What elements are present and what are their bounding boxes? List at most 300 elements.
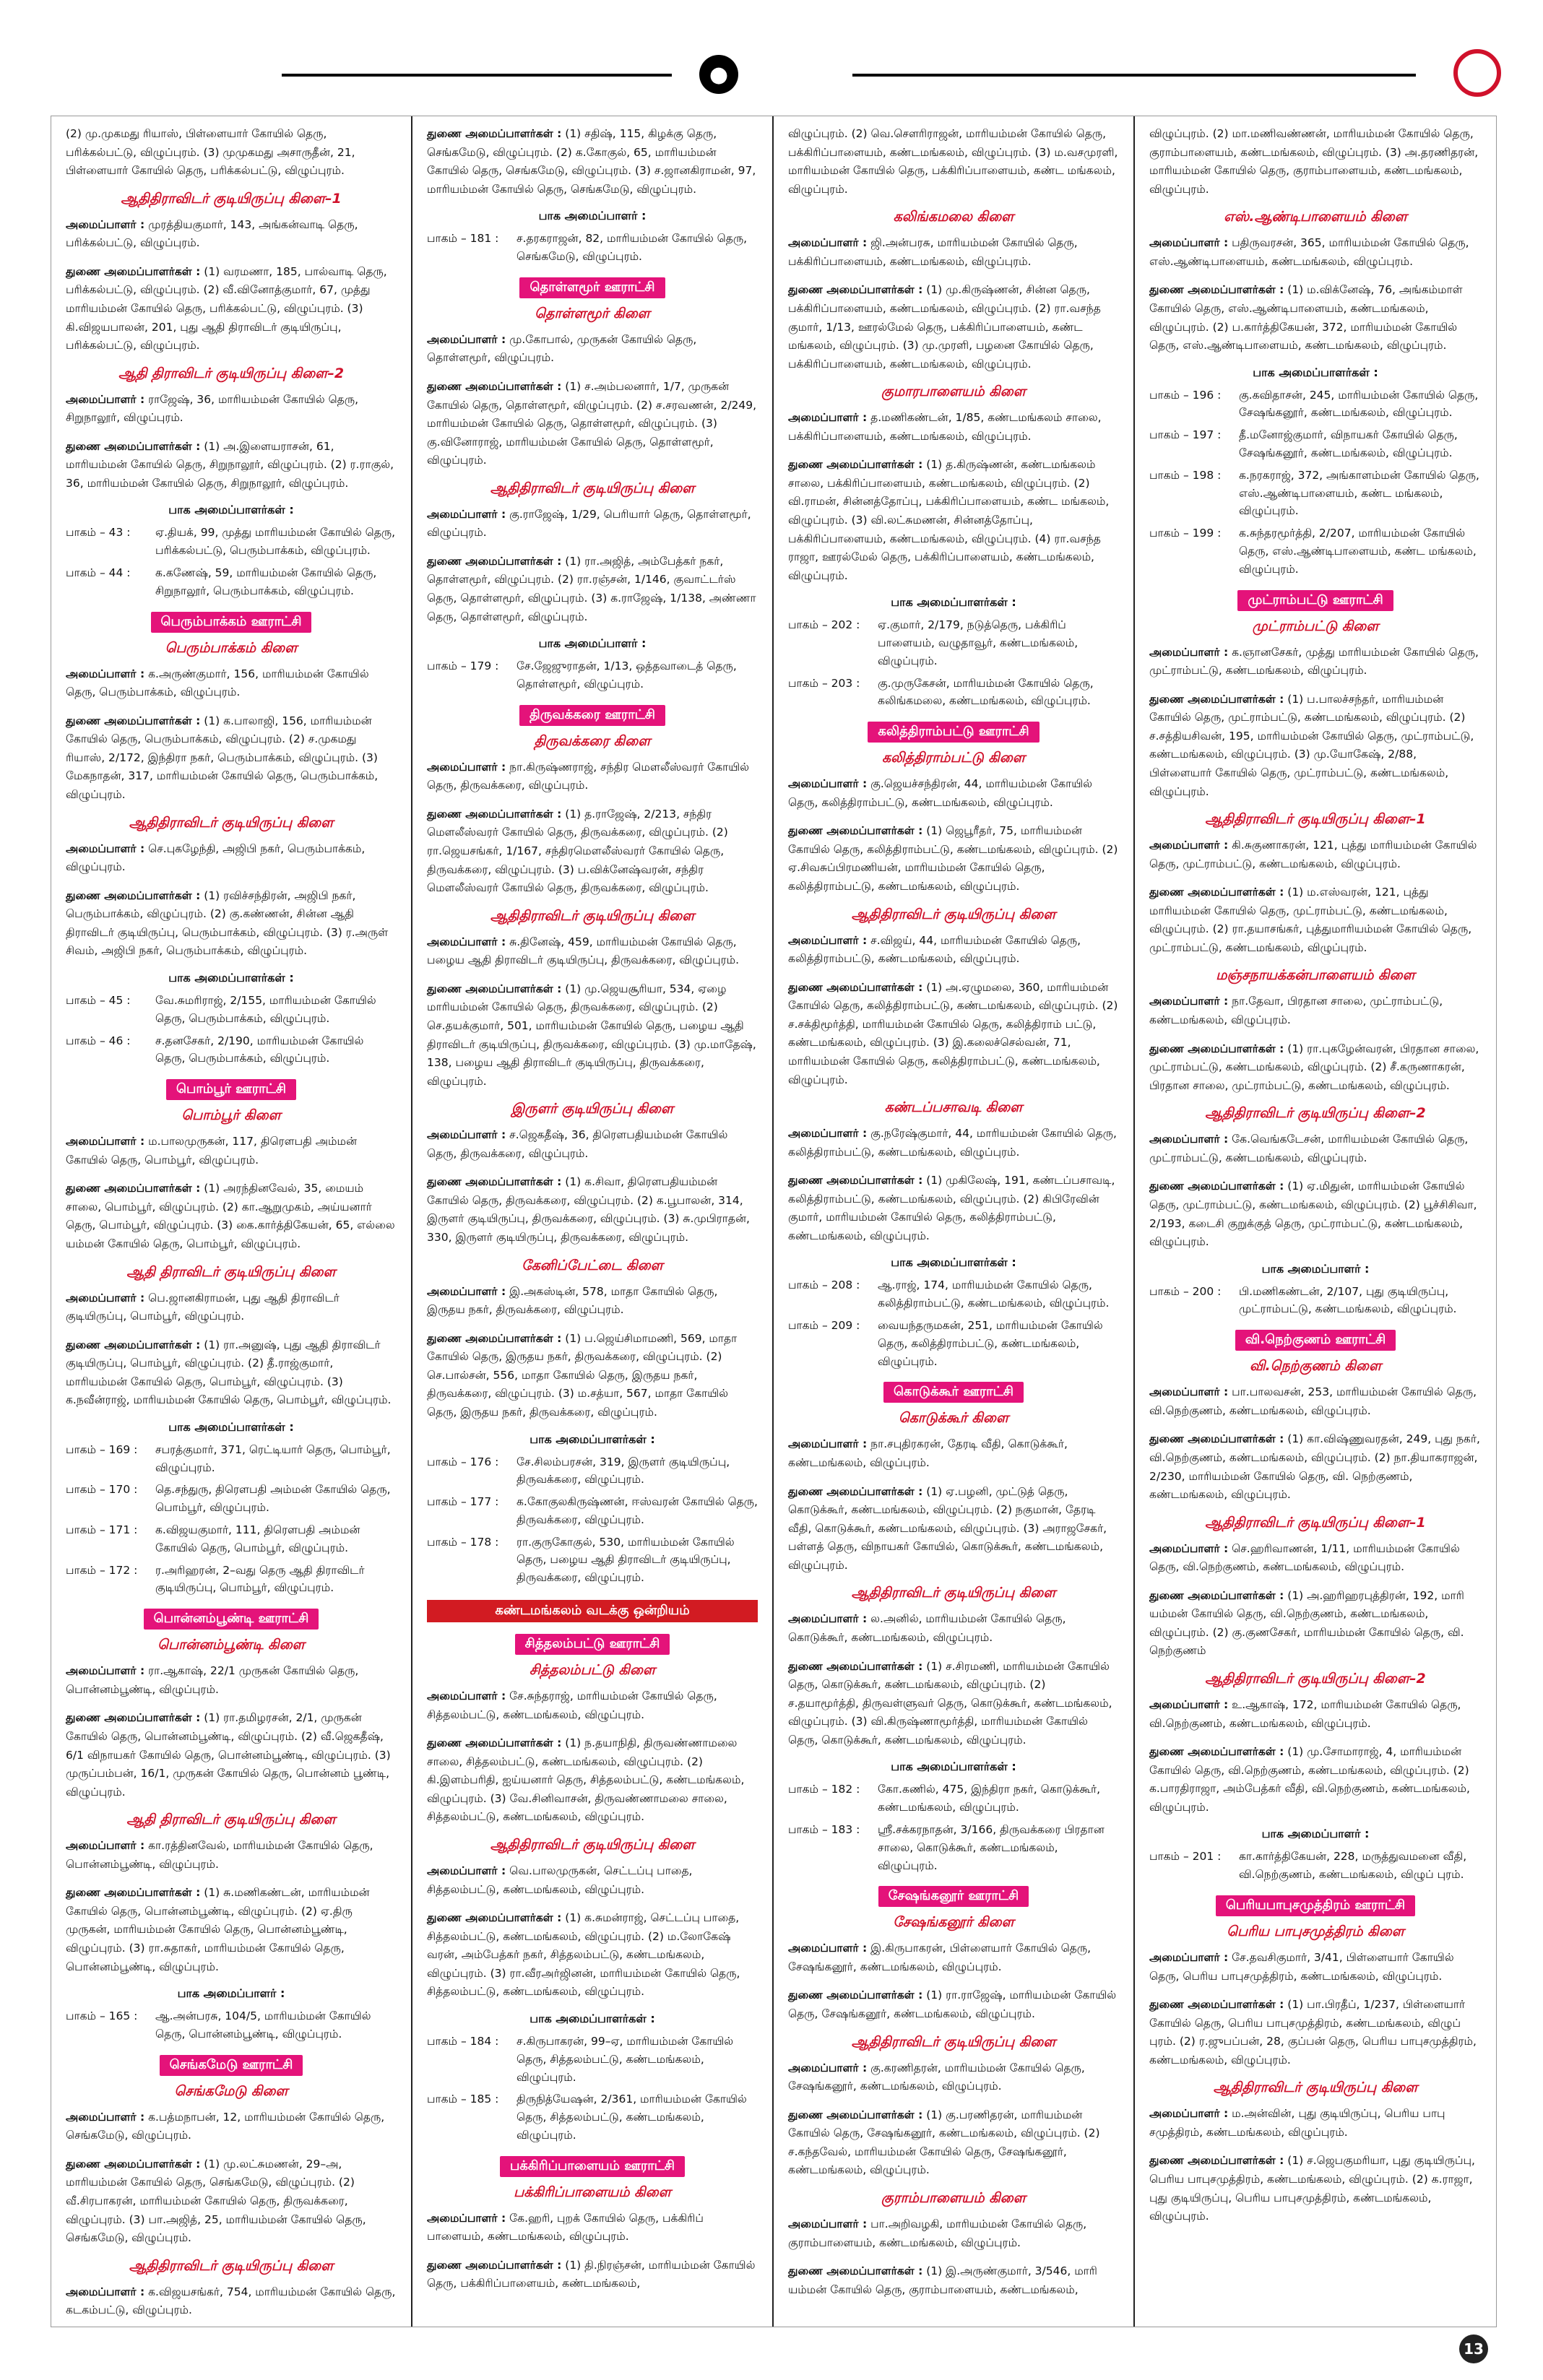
booth-entry (788, 1821, 1119, 1874)
role-label: அமைப்பாளர் : (66, 1135, 145, 1148)
member-entry (427, 125, 758, 199)
role-label: அமைப்பாளர் : (1149, 1698, 1229, 1711)
booth-entry (1149, 386, 1482, 423)
member-entry (427, 1283, 758, 1320)
branch-heading: சேஷங்கனூர் கிளை (893, 1914, 1014, 1931)
booth-details: ச.தனசேகர், 2/190, மாரியம்மன் கோயில் தெரு, பெரும்பாக்கம், விழுப்புரம். (155, 1034, 364, 1065)
member-entry (1149, 2105, 1482, 2142)
role-label: அமைப்பாளர் : (788, 411, 868, 425)
member-details: ச.ஜெகதீஷ், 36, திரௌபதியம்மன் கோயில் தெரு, திருவக்கரை, விழுப்புரம். (427, 1128, 728, 1160)
member-details: கி.சுகுணாகரன், 121, புத்து மாரியம்மன் கோயில் தெரு, முட்ராம்பட்டு, கண்டமங்கலம், விழுப்புரம். (1149, 839, 1477, 870)
member-details: பெ.ஜானகிராமன், புது ஆதி திராவிடர் குடியிருப்பு, பொம்பூர், விழுப்புரம். (66, 1291, 340, 1323)
role-label: அமைப்பாளர் : (1149, 1950, 1229, 1964)
member-entry (66, 2283, 397, 2320)
role-label: துணை அமைப்பாளர்கள் : (1149, 1180, 1284, 1193)
branch-heading: ஆதிதிராவிடர் குடியிருப்பு கிளை (490, 907, 695, 924)
member-details: க.விஜயசங்கர், 754, மாரியம்மன் கோயில் தெரு, கடகம்பட்டு, விழுப்புரம். (66, 2285, 396, 2317)
member-entry (788, 125, 1119, 199)
booth-organizers-heading: பாக அமைப்பாளர்கள் : (891, 1255, 1016, 1270)
member-details: (1) மு.லட்சுமணன், 29–அ, மாரியம்மன் கோயில் தெரு, செங்கமேடு, விழுப்புரம். (2) வீ.சிரபாகரன், மாரியம்மன் கோயில் தெரு, திருவக்கரை, விழுப்புரம். (3) பா.அஜித், 25, மாரியம்மன் கோயில் தெரு, செங்கமேடு, விழுப்புரம். (66, 2157, 366, 2245)
booth-details: க.சுந்தரமூர்த்தி, 2/207, மாரியம்மன் கோயில் தெரு, எஸ்.ஆண்டிபாளையம், கண்ட மங்கலம், விழுப்புரம். (1239, 527, 1477, 576)
member-details: ல.அனில், மாரியம்மன் கோயில் தெரு, கொடுக்கூர், கண்டமங்கலம், விழுப்புரம். (788, 1612, 1066, 1644)
role-label: துணை அமைப்பாளர்கள் : (1149, 1745, 1284, 1759)
booth-entry (427, 2033, 758, 2086)
role-label: துணை அமைப்பாளர்கள் : (788, 458, 923, 472)
panchayat-heading: வி.நெற்குணம் ஊராட்சி (1235, 1330, 1396, 1351)
booth-entry (66, 1441, 397, 1477)
member-entry (1149, 234, 1482, 271)
booth-details: ஸ்ரீ.சக்கரநாதன், 3/166, திருவக்கரை பிரதான சாலை, கொடுக்கூர், கண்டமங்கலம், விழுப்புரம். (878, 1822, 1105, 1872)
member-entry (427, 1687, 758, 1724)
member-entry (788, 456, 1119, 585)
branch-heading: ஆதிதிராவிடர் குடியிருப்பு கிளை (851, 2033, 1056, 2050)
role-label: துணை அமைப்பாளர்கள் : (66, 264, 201, 278)
member-details: விழுப்புரம். (2) வெ.சௌரிராஜன், மாரியம்மன் கோயில் தெரு, பக்கிரிப்பாளையம், கண்டமங்கலம், விழுப்புரம். (3) ம.வசமுரளி, மாரியம்மன் கோயில் தெரு, பக்கிரிப்பாளையம், கண்ட மங்கலம், விழுப்புரம். (788, 127, 1118, 196)
member-details: கு.ஜெயச்சந்திரன், 44, மாரியம்மன் கோயில் தெரு, கலித்திராம்பட்டு, கண்டமங்கலம், விழுப்புரம். (788, 777, 1093, 809)
column-1 (51, 116, 412, 2327)
member-details: (1) ச.சிரமணி, மாரியம்மன் கோயில் தெரு, கொடுக்கூர், கண்டமங்கலம், விழுப்புரம். (2) ச.தயாமூர்த்தி, திருவள்ளுவர் தெரு, கொடுக்கூர், கண்டமங்கலம், விழுப்புரம். (3) வி.கிருஷ்ணாமூர்த்தி, மாரியம்மன் கோயில் தெரு, கொடுக்கூர், கண்டமங்கலம், விழுப்புரம். (788, 1659, 1112, 1747)
booth-entry (66, 1562, 397, 1598)
member-entry (788, 775, 1119, 812)
role-label: அமைப்பாளர் : (1149, 839, 1229, 852)
member-details: சு.தினேஷ், 459, மாரியம்மன் கோயில் தெரு, பழைய ஆதி திராவிடர் குடியிருப்பு, திருவக்கரை, விழுப்புரம். (427, 935, 740, 967)
role-label: அமைப்பாளர் : (427, 1284, 506, 1298)
booth-number: பாகம் – 183 : (788, 1822, 860, 1836)
member-details: (1) அ.ஏழுமலை, 360, மாரியம்மன் கோயில் தெரு, கலித்திராம்பட்டு, கண்டமங்கலம், விழுப்புரம். (2) ச.சக்திமூர்த்தி, மாரியம்மன் கோயில் தெரு, கலித்திராம் பட்டு, கண்டமங்கலம், விழுப்புரம். (3) இ.கலைச்செல்வன், 71, மாரியம்மன் கோயில் தெரு, கலித்திராம்பட்டு, கண்டமங்கலம், விழுப்புரம். (788, 980, 1118, 1086)
role-label: அமைப்பாளர் : (788, 2217, 868, 2230)
branch-heading: கேனிப்பேட்டை கிளை (522, 1257, 663, 1273)
booth-details: பி.மணிகண்டன், 2/107, புது குடியிருப்பு, முட்ராம்பட்டு, கண்டமங்கலம், விழுப்புரம். (1239, 1284, 1457, 1316)
role-label: துணை அமைப்பாளர்கள் : (788, 283, 923, 297)
role-label: அமைப்பாளர் : (66, 667, 145, 680)
member-details: (1) ஏ.பழனி, முட்டுத் தெரு, கொடுக்கூர், கண்டமங்கலம், விழுப்புரம். (2) நகுமான், தேரடி வீதி, கொடுக்கூர், கண்டமங்கலம், விழுப்புரம். (3) அராஜசேகர், பள்ளத் தெரு, விநாயகர் கோயில், கொடுக்கூர், கண்டமங்கலம், விழுப்புரம். (788, 1484, 1107, 1572)
member-entry (66, 263, 397, 355)
role-label: அமைப்பாளர் : (788, 1612, 868, 1626)
member-details: சே.தவசிகுமார், 3/41, பிள்ளையார் கோயில் தெரு, பெரிய பாபுசமுத்திரம், கண்டமங்கலம், விழுப்புரம். (1149, 1950, 1454, 1983)
member-details: (1) இ.அருண்குமார், 3/546, மாரி யம்மன் கோயில் தெரு, குராம்பாளையம், கண்டமங்கலம், (788, 2264, 1097, 2296)
booth-details: சே.ஜேஜுராதன், 1/13, ஒத்தவாடைத் தெரு, தொள்ளமூர், விழுப்புரம். (517, 659, 737, 691)
booth-details: ச.கிருபாகரன், 99–ஏ, மாரியம்மன் கோயில் தெரு, சித்தலம்பட்டு, கண்டமங்கலம், விழுப்புரம். (517, 2034, 734, 2084)
member-entry (1149, 1177, 1482, 1251)
member-details: (1) ந.தயாநிதி, திருவண்ணாமலை சாலை, சித்தலம்பட்டு, கண்டமங்கலம், விழுப்புரம். (2) கி.இளம்பரிதி, ஐய்யனார் தெரு, சித்தலம்பட்டு, கண்டமங்கலம், விழுப்புரம். (3) வே.சினிவாசன், திருவண்ணாமலை சாலை, சித்தலம்பட்டு, கண்டமங்கலம், விழுப்புரம். (427, 1736, 745, 1824)
member-details: விழுப்புரம். (2) மா.மணிவண்ணன், மாரியம்மன் கோயில் தெரு, குராம்பாளையம், கண்டமங்கலம், விழுப்புரம். (3) அ.தரணிதரன், மாரியம்மன் கோயில் தெரு, குராம்பாளையம், கண்டமங்கலம், விழுப்புரம். (1149, 127, 1479, 196)
column-2 (412, 116, 774, 2327)
panchayat-heading: திருவக்கரை ஊராட்சி (519, 705, 665, 726)
booth-entry (427, 1533, 758, 1587)
member-details: (1) ம.எஸ்வரன், 121, புத்து மாரியம்மன் கோயில் தெரு, முட்ராம்பட்டு, கண்டமங்கலம், விழுப்புரம். (2) ரா.தயாசங்கர், புத்துமாரியம்மன் கோயில் தெரு, முட்ராம்பட்டு, கண்டமங்கலம், விழுப்புரம். (1149, 886, 1472, 954)
booth-details: க.விஜயகுமார், 111, திரௌபதி அம்மன் கோயில் தெரு, பொம்பூர், விழுப்புரம். (155, 1523, 360, 1554)
role-label: துணை அமைப்பாளர்கள் : (427, 982, 562, 995)
booth-organizers-heading: பாக அமைப்பாளர் : (1261, 1261, 1370, 1276)
panchayat-heading: கொடுக்கூர் ஊராட்சி (883, 1382, 1024, 1403)
booth-organizers-heading: பாக அமைப்பாளர்கள் : (891, 1760, 1016, 1774)
branch-heading: ஆதி திராவிடர் குடியிருப்பு கிளை (126, 1812, 336, 1828)
member-details: க.ஞானசேகர், முத்து மாரியம்மன் கோயில் தெரு, முட்ராம்பட்டு, கண்டமங்கலம், விழுப்புரம். (1149, 645, 1479, 678)
member-entry (788, 2215, 1119, 2252)
booth-number: பாகம் – 197 : (1149, 428, 1222, 442)
member-details: (1) அரந்தினவேல், 35, மையம் சாலை, பொம்பூர், விழுப்புரம். (2) கா.ஆறுமுகம், அய்யனார் தெரு, பொம்பூர், விழுப்புரம். (3) கை.கார்த்திகேயன், 65, எல்லை யம்மன் கோயில் தெரு, பொம்பூர், விழுப்புரம். (66, 1182, 395, 1250)
member-details: (1) சதிஷ், 115, கிழக்கு தெரு, செங்கமேடு, விழுப்புரம். (2) க.கோகுல், 65, மாரியம்மன் கோயில் தெரு, செங்கமேடு, விழுப்புரம். (3) ச.ஜானகிராமன், 97, மாரியம்மன் கோயில் தெரு, செங்கமேடு, விழுப்புரம். (427, 127, 756, 196)
booth-details: சே.சிலம்பரசன், 319, இருளர் குடியிருப்பு, திருவக்கரை, விழுப்புரம். (517, 1455, 730, 1487)
role-label: அமைப்பாளர் : (788, 2061, 868, 2074)
role-label: அமைப்பாளர் : (427, 935, 506, 948)
booth-entry (66, 2007, 397, 2043)
branch-heading: எஸ்.ஆண்டிபாளையம் கிளை (1224, 209, 1407, 225)
branch-heading: பெரிய பாபுசமுத்திரம் கிளை (1227, 1923, 1404, 1939)
member-entry (66, 391, 397, 428)
member-details: (1) ச.ஜெபகுமரியா, புது குடியிருப்பு, பெரிய பாபுசமுத்திரம், கண்டமங்கலம், விழுப்புரம். (2) க.ராஜா, புது குடியிருப்பு, பெரிய பாபுசமுத்திரம், கண்டமங்கலம், விழுப்புரம். (1149, 2154, 1475, 2223)
booth-entry (788, 1317, 1119, 1370)
member-entry (788, 979, 1119, 1089)
booth-number: பாகம் – 165 : (66, 2009, 138, 2023)
role-label: அமைப்பாளர் : (1149, 1385, 1229, 1399)
member-details: ரா.ஆகாஷ், 22/1 முருகன் கோயில் தெரு, பொன்னம்பூண்டி, விழுப்புரம். (66, 1664, 359, 1696)
member-entry (1149, 992, 1482, 1029)
branch-heading: இருளர் குடியிருப்பு கிளை (511, 1101, 674, 1117)
booth-entry (66, 992, 397, 1028)
panchayat-heading: பக்கிரிப்பாளையம் ஊராட்சி (500, 2156, 685, 2177)
booth-number: பாகம் – 170 : (66, 1483, 138, 1497)
member-entry (427, 1126, 758, 1163)
member-entry (427, 758, 758, 795)
member-entry (427, 1909, 758, 2002)
branch-heading: ஆதிதிராவிடர் குடியிருப்பு கிளை (490, 480, 695, 496)
member-entry (66, 1133, 397, 1169)
role-label: அமைப்பாளர் : (427, 332, 506, 346)
member-details: த.மணிகண்டன், 1/85, கண்டமங்கலம் சாலை, பக்கிரிப்பாளையம், கண்டமங்கலம், விழுப்புரம். (788, 411, 1102, 443)
member-details: (1) ச.அம்பலனார், 1/7, முருகன் கோயில் தெரு, தொள்ளமூர், விழுப்புரம். (2) ச.சரவணன், 2/249, மாரியம்மன் கோயில் தெரு, தொள்ளமூர், விழுப்புரம். (3) கு.வினோராஜ், மாரியம்மன் கோயில் தெரு, தொள்ளமூர், விழுப்புரம். (427, 379, 757, 467)
branch-heading: ஆதிதிராவிடர் குடியிருப்பு கிளை (129, 814, 334, 831)
member-entry (1149, 1949, 1482, 1986)
role-label: அமைப்பாளர் : (1149, 236, 1229, 250)
role-label: துணை அமைப்பாளர்கள் : (66, 2157, 201, 2171)
booth-entry (1149, 524, 1482, 578)
booth-number: பாகம் – 45 : (66, 993, 131, 1007)
role-label: அமைப்பாளர் : (427, 760, 506, 774)
member-entry (66, 1289, 397, 1326)
member-entry (788, 1610, 1119, 1647)
role-label: துணை அமைப்பாளர்கள் : (788, 980, 923, 994)
role-label: அமைப்பாளர் : (788, 1942, 868, 1955)
member-details: மு.கோபால், முருகன் கோயில் தெரு, தொள்ளமூர், விழுப்புரம். (427, 332, 697, 365)
booth-entry (1149, 1848, 1482, 1884)
member-details: செ.ஹரிவாணன், 1/11, மாரியம்மன் கோயில் தெரு, வி.நெற்குணம், கண்டமங்கலம், விழுப்புரம். (1149, 1541, 1460, 1574)
booth-organizers-heading: பாக அமைப்பாளர் : (538, 209, 647, 223)
booth-entry (788, 1780, 1119, 1817)
member-details: ஜி.அன்பரசு, மாரியம்மன் கோயில் தெரு, பக்கிரிப்பாளையம், கண்டமங்கலம், விழுப்புரம். (788, 236, 1078, 268)
role-label: துணை அமைப்பாளர்கள் : (788, 1989, 923, 2002)
booth-details: தீ.மனோஜ்குமார், விநாயகர் கோயில் தெரு, சேஷங்கனூர், கண்டமங்கலம், விழுப்புரம். (1239, 428, 1458, 460)
member-details: ம.பாலமுருகன், 117, திரௌபதி அம்மன் கோயில் தெரு, பொம்பூர், விழுப்புரம். (66, 1135, 357, 1167)
member-entry (427, 933, 758, 970)
role-label: துணை அமைப்பாளர்கள் : (427, 379, 562, 393)
member-entry (1149, 1430, 1482, 1504)
member-entry (1149, 836, 1482, 873)
role-label: அமைப்பாளர் : (427, 2211, 506, 2225)
role-label: துணை அமைப்பாளர்கள் : (1149, 2154, 1284, 2168)
branch-heading: ஆதிதிராவிடர் குடியிருப்பு கிளை (1213, 2080, 1418, 2096)
header-rule-right (852, 74, 1416, 77)
member-details: இ.அகஸ்டின், 578, மாதா கோயில் தெரு, இருதய நகர், திருவக்கரை, விழுப்புரம். (427, 1284, 718, 1317)
booth-organizers-heading: பாக அமைப்பாளர்கள் : (168, 1419, 294, 1434)
page-header (0, 0, 1543, 108)
role-label: துணை அமைப்பாளர்கள் : (788, 2264, 923, 2278)
member-details: கே.வெங்கடேசன், மாரியம்மன் கோயில் தெரு, முட்ராம்பட்டு, கண்டமங்கலம், விழுப்புரம். (1149, 1133, 1469, 1164)
member-entry (1149, 1130, 1482, 1167)
booth-organizers-heading: பாக அமைப்பாளர்கள் : (168, 503, 294, 517)
role-label: துணை அமைப்பாளர்கள் : (427, 1736, 562, 1750)
member-entry (788, 1483, 1119, 1575)
booth-entry (788, 616, 1119, 670)
role-label: அமைப்பாளர் : (66, 2285, 145, 2298)
member-entry (1149, 1743, 1482, 1817)
member-details: (1) மு.சோமாராஜ், 4, மாரியம்மன் கோயில் தெரு, வி.நெற்குணம், கண்டமங்கலம், விழுப்புரம். (2) க.பாரதிராஜா, அம்பேத்கர் வீதி, வி.நெற்குணம், கண்டமங்கலம், விழுப்புரம். (1149, 1745, 1470, 1814)
role-label: துணை அமைப்பாளர்கள் : (1149, 1998, 1284, 2012)
member-details: (1) மு.கிருஷ்ணன், சின்ன தெரு, பக்கிரிப்பாளையம், கண்டமங்கலம், விழுப்புரம். (2) ரா.வசந்த குமார், 1/13, ஊரல்மேல் தெரு, பக்கிரிப்பாளையம், கண்ட மங்கலம், விழுப்புரம். (3) மு.முரளி, பழனை கோயில் தெரு, பக்கிரிப்பாளையம், கண்டமங்கலம், விழுப்புரம். (788, 283, 1101, 371)
branch-heading: கலித்திராம்பட்டு கிளை (881, 750, 1025, 766)
role-label: துணை அமைப்பாளர்கள் : (788, 1659, 923, 1673)
booth-details: க.நரகராஜ், 372, அங்காளம்மன் கோயில் தெரு, எஸ்.ஆண்டிபாளையம், கண்ட மங்கலம், விழுப்புரம். (1239, 468, 1479, 518)
header-rule-left (282, 74, 672, 77)
role-label: அமைப்பாளர் : (788, 777, 868, 791)
member-details: (2) மு.முகமது ரியாஸ், பிள்ளையார் கோயில் தெரு, பரிக்கல்பட்டு, விழுப்புரம். (3) முமுகமது அசாருதீன், 21, பிள்ளையார் கோயில் தெரு, பரிக்கல்பட்டு, விழுப்புரம். (66, 127, 355, 178)
booth-number: பாகம் – 46 : (66, 1034, 131, 1047)
member-details: (1) ஏ.மிதுன், மாரியம்மன் கோயில் தெரு, முட்ராம்பட்டு, கண்டமங்கலம், விழுப்புரம். (2) பூச்சிசிவா, 2/193, கடைசி குறுக்குத் தெரு, முட்ராம்பட்டு, கண்டமங்கலம், விழுப்புரம். (1149, 1180, 1477, 1249)
branch-heading: குராம்பாளையம் கிளை (881, 2189, 1026, 2206)
booth-entry (788, 675, 1119, 711)
member-details: (1) கா.விஷ்ணுவரதன், 249, புது நகர், வி.நெற்குணம், கண்டமங்கலம், விழுப்புரம். (2) நா.தியாகராஜன், 2/230, மாரியம்மன் கோயில் தெரு, வி. நெற்குணம், கண்டமங்கலம், விழுப்புரம். (1149, 1432, 1480, 1502)
member-details: நா.கிருஷ்ணராஜ், சந்திர மௌலீஸ்வரர் கோயில் தெரு, திருவக்கரை, விழுப்புரம். (427, 760, 750, 792)
role-label: அமைப்பாளர் : (427, 507, 506, 521)
member-entry (1149, 1587, 1482, 1661)
booth-details: ரா.குருகோகுல், 530, மாரியம்மன் கோயில் தெரு, பழைய ஆதி திராவிடர் குடியிருப்பு, திருவக்கரை, விழுப்புரம். (517, 1535, 735, 1585)
booth-organizers-heading: பாக அமைப்பாளர்கள் : (530, 1432, 655, 1446)
booth-entry (66, 564, 397, 600)
booth-entry (427, 1493, 758, 1529)
member-entry (1149, 644, 1482, 680)
booth-entry (427, 657, 758, 693)
member-details: (1) ரவிச்சந்திரன், அஜிபி நகர், பெரும்பாக்கம், விழுப்புரம். (2) கு.கண்ணன், சின்ன ஆதி திராவிடர் குடியிருப்பு, பெரும்பாக்கம், விழுப்புரம். (3) ர.அருள் சிவம், அஜிபி நகர், பெரும்பாக்கம், விழுப்புரம். (66, 888, 389, 958)
branch-heading: வி.நெற்குணம் கிளை (1249, 1358, 1382, 1375)
booth-number: பாகம் – 177 : (427, 1495, 499, 1509)
member-details: (1) சு.மணிகண்டன், மாரியம்மன் கோயில் தெரு, பொன்னம்பூண்டி, விழுப்புரம். (2) ஏ.திரு முருகன், மாரியம்மன் கோயில் தெரு, பொன்னம்பூண்டி, விழுப்புரம். (3) ரா.சுதாகர், மாரியம்மன் கோயில் தெரு, பொன்னம்பூண்டி, விழுப்புரம். (66, 1886, 370, 1973)
member-entry (66, 1709, 397, 1801)
panchayat-heading: பெரியபாபுசமுத்திரம் ஊராட்சி (1216, 1895, 1415, 1916)
branch-heading: ஆதிதிராவிடர் குடியிருப்பு கிளை (129, 2257, 334, 2274)
panchayat-heading: பெரும்பாக்கம் ஊராட்சி (151, 612, 312, 633)
role-label: அமைப்பாளர் : (1149, 645, 1229, 659)
branch-heading: ஆதிதிராவிடர் குடியிருப்பு கிளை–2 (1205, 1105, 1426, 1122)
member-entry (788, 1658, 1119, 1750)
article-columns (51, 116, 1497, 2327)
role-label: துணை அமைப்பாளர்கள் : (1149, 692, 1284, 706)
branch-heading: கொடுக்கூர் கிளை (898, 1410, 1009, 1427)
role-label: துணை அமைப்பாளர்கள் : (66, 1182, 201, 1195)
member-details: முரத்தியகுமார், 143, அங்கன்வாடி தெரு, பரிக்கல்பட்டு, விழுப்புரம். (66, 217, 358, 250)
member-details: சே.சுந்தராஜ், மாரியம்மன் கோயில் தெரு, சித்தலம்பட்டு, கண்டமங்கலம், விழுப்புரம். (427, 1689, 717, 1721)
member-details: கு.கரணிதரன், மாரியம்மன் கோயில் தெரு, சேஷங்கனூர், கண்டமங்கலம், விழுப்புரம். (788, 2061, 1085, 2093)
union-heading: கண்டமங்கலம் வடக்கு ஒன்றியம் (427, 1600, 758, 1622)
booth-number: பாகம் – 209 : (788, 1319, 860, 1333)
member-entry (788, 2106, 1119, 2180)
member-entry (1149, 281, 1482, 355)
branch-heading: ஆதிதிராவிடர் குடியிருப்பு கிளை–1 (1205, 811, 1426, 828)
member-details: க.பத்மநாபன், 12, மாரியம்மன் கோயில் தெரு, செங்கமேடு, விழுப்புரம். (66, 2110, 385, 2142)
member-entry (788, 1125, 1119, 1161)
role-label: துணை அமைப்பாளர்கள் : (427, 554, 562, 568)
booth-number: பாகம் – 171 : (66, 1523, 138, 1537)
branch-heading: ஆதிதிராவிடர் குடியிருப்பு கிளை–1 (121, 190, 342, 207)
branch-heading: திருவக்கரை கிளை (534, 732, 651, 749)
member-entry (788, 409, 1119, 446)
role-label: அமைப்பாளர் : (788, 933, 868, 947)
booth-organizers-heading: பாக அமைப்பாளர் : (538, 636, 647, 651)
role-label: அமைப்பாளர் : (1149, 995, 1229, 1008)
member-entry (1149, 883, 1482, 957)
branch-heading: செங்கமேடு கிளை (174, 2082, 288, 2099)
role-label: துணை அமைப்பாளர்கள் : (66, 714, 201, 727)
member-details: பா.அறிவழகி, மாரியம்மன் கோயில் தெரு, குராம்பாளையம், கண்டமங்கலம், விழுப்புரம். (788, 2217, 1087, 2249)
member-entry (788, 281, 1119, 373)
member-entry (427, 553, 758, 626)
panchayat-heading: பொம்பூர் ஊராட்சி (166, 1079, 296, 1100)
member-entry (66, 216, 397, 253)
booth-number: பாகம் – 179 : (427, 659, 499, 673)
booth-details: ச.தரகராஜன், 82, மாரியம்மன் கோயில் தெரு, செங்கமேடு, விழுப்புரம். (517, 232, 748, 264)
booth-details: கு.கவிதாசன், 245, மாரியம்மன் கோயில் தெரு, சேஷங்கனூர், கண்டமங்கலம், விழுப்புரம். (1239, 388, 1479, 420)
booth-number: பாகம் – 185 : (427, 2093, 499, 2106)
role-label: துணை அமைப்பாளர்கள் : (427, 2258, 562, 2272)
member-details: கு.ராஜேஷ், 1/29, பெரியார் தெரு, தொள்ளமூர், விழுப்புரம். (427, 507, 751, 540)
member-entry (427, 378, 758, 470)
role-label: அமைப்பாளர் : (788, 1437, 868, 1451)
member-details: (1) ரா.அஜித், அம்பேத்கர் நகர், தொள்ளமூர், விழுப்புரம். (2) ரா.ரஞ்சன், 1/146, குவாட்டர்ஸ் தெரு, தொள்ளமூர், விழுப்புரம். (3) க.ராஜேஷ், 1/138, அண்ணா தெரு, தொள்ளமூர், விழுப்புரம். (427, 554, 756, 623)
member-entry (1149, 2152, 1482, 2225)
role-label: துணை அமைப்பாளர்கள் : (788, 2108, 923, 2121)
member-entry (788, 1986, 1119, 2023)
role-label: துணை அமைப்பாளர்கள் : (66, 888, 201, 902)
member-details: (1) க.சுமன்ராஜ், செட்டப்பு பாதை, சித்தலம்பட்டு, கண்டமங்கலம், விழுப்புரம். (2) ம.லோகேஷ் வரன், அம்பேத்கர் நகர், சித்தலம்பட்டு, கண்டமங்கலம், விழுப்புரம். (3) ரா.வீரஅர்ஜினன், மாரியம்மன் கோயில் தெரு, சித்தலம்பட்டு, கண்டமங்கலம், விழுப்புரம். (427, 1911, 740, 1999)
role-label: துணை அமைப்பாளர்கள் : (427, 1331, 562, 1345)
branch-heading: பக்கிரிப்பாளையம் கிளை (514, 2184, 671, 2200)
role-label: துணை அமைப்பாளர்கள் : (1149, 283, 1284, 297)
member-details: (1) ப.பாலச்சந்தர், மாரியம்மன் கோயில் தெரு, முட்ராம்பட்டு, கண்டமங்கலம், விழுப்புரம். (2) ச.சத்தியசிவன், 195, மாரியம்மன் கோயில் தெரு, முட்ராம்பட்டு, கண்டமங்கலம், விழுப்புரம். (3) மு.யோகேஷ், 2/88, பிள்ளையார் கோயில் தெரு, முட்ராம்பட்டு, கண்டமங்கலம், விழுப்புரம். (1149, 692, 1474, 798)
role-label: அமைப்பாளர் : (66, 392, 145, 406)
branch-heading: கண்டப்பசாவடி கிளை (884, 1099, 1023, 1116)
page-number: 13 (1459, 2334, 1488, 2363)
member-details: பதிருவரசன், 365, மாரியம்மன் கோயில் தெரு, எஸ்.ஆண்டிபாளையம், கண்டமங்கலம், விழுப்புரம். (1149, 236, 1469, 268)
role-label: துணை அமைப்பாளர்கள் : (66, 1711, 201, 1725)
role-label: துணை அமைப்பாளர்கள் : (1149, 1432, 1284, 1446)
member-details: பா.பாலவசன், 253, மாரியம்மன் கோயில் தெரு, வி.நெற்குணம், கண்டமங்கலம், விழுப்புரம். (1149, 1385, 1477, 1417)
booth-number: பாகம் – 203 : (788, 676, 860, 690)
branch-heading: ஆதி திராவிடர் குடியிருப்பு கிளை (126, 1263, 336, 1280)
role-label: அமைப்பாளர் : (788, 236, 868, 250)
booth-details: கு.முருகேசன், மாரியம்மன் கோயில் தெரு, கலிங்கமலை, கண்டமங்கலம், விழுப்புரம். (878, 676, 1094, 708)
member-details: (1) ம.விக்னேஷ், 76, அங்கம்மாள் கோயில் தெரு, எஸ்.ஆண்டிபாளையம், கண்டமங்கலம், விழுப்புரம். (2) ப.கார்த்திகேயன், 372, மாரியம்மன் கோயில் தெரு, எஸ்.ஆண்டிபாளையம், கண்டமங்கலம், விழுப்புரம். (1149, 283, 1463, 352)
role-label: அமைப்பாளர் : (66, 2110, 145, 2124)
role-label: துணை அமைப்பாளர்கள் : (788, 1174, 923, 1187)
column-4 (1135, 116, 1496, 2327)
booth-details: ஆ.ராஜ், 174, மாரியம்மன் கோயில் தெரு, கலித்திராம்பட்டு, கண்டமங்கலம், விழுப்புரம். (878, 1278, 1110, 1310)
member-details: ராஜேஷ், 36, மாரியம்மன் கோயில் தெரு, சிறுநாலூர், விழுப்புரம். (66, 392, 359, 425)
role-label: அமைப்பாளர் : (427, 1128, 506, 1142)
member-entry (66, 1837, 397, 1874)
member-entry (1149, 1696, 1482, 1733)
member-details: (1) ரா.அனுஷ், புது ஆதி திராவிடர் குடியிருப்பு, பொம்பூர், விழுப்புரம். (2) தீ.ராஜ்குமார், மாரியம்மன் கோயில் தெரு, பொம்பூர், விழுப்புரம். (3) க.நவீன்ராஜ், மாரியம்மன் கோயில் தெரு, பொம்பூர், விழுப்புரம். (66, 1338, 392, 1407)
elephant-emblem-icon: ● (699, 55, 738, 94)
branch-heading: பொன்னம்பூண்டி கிளை (157, 1637, 305, 1653)
branch-heading: ஆதி திராவிடர் குடியிருப்பு கிளை–2 (118, 365, 345, 381)
member-details: செ.புகழேந்தி, அஜிபி நகர், பெரும்பாக்கம், விழுப்புரம். (66, 841, 366, 874)
member-entry (788, 1435, 1119, 1472)
role-label: அமைப்பாளர் : (66, 841, 145, 855)
booth-details: ஆ.அன்பரசு, 104/5, மாரியம்மன் கோயில் தெரு, பொன்னம்பூண்டி, விழுப்புரம். (155, 2009, 371, 2041)
member-details: (1) வரமணா, 185, பால்வாடி தெரு, பரிக்கல்பட்டு, விழுப்புரம். (2) வீ.வினோத்குமார், 67, முத்து மாரியம்மன் கோயில் தெரு, பரிக்கல்பட்டு, விழுப்புரம். (3) கி.விஜயபாலன், 201, புது ஆதி திராவிடர் குடியிருப்பு, பரிக்கல்பட்டு, விழுப்புரம். (66, 264, 387, 352)
role-label: அமைப்பாளர் : (66, 217, 145, 231)
booth-details: கா.கார்த்திகேயன், 228, மருத்துவமனை வீதி, வி.நெற்குணம், கண்டமங்கலம், விழுப் புரம். (1239, 1850, 1467, 1882)
role-label: அமைப்பாளர் : (1149, 1133, 1229, 1146)
booth-entry (427, 230, 758, 266)
member-entry (788, 822, 1119, 896)
member-entry (427, 1862, 758, 1899)
role-label: துணை அமைப்பாளர்கள் : (427, 807, 562, 821)
panchayat-heading: தொள்ளமூர் ஊராட்சி (519, 277, 665, 298)
booth-number: பாகம் – 43 : (66, 526, 131, 540)
member-entry (427, 1734, 758, 1827)
member-entry (66, 2108, 397, 2145)
member-entry (1149, 1383, 1482, 1420)
member-entry (427, 1173, 758, 1247)
role-label: அமைப்பாளர் : (66, 1839, 145, 1853)
booth-entry (788, 1276, 1119, 1312)
booth-number: பாகம் – 184 : (427, 2034, 499, 2048)
booth-number: பாகம் – 200 : (1149, 1284, 1222, 1298)
booth-number: பாகம் – 172 : (66, 1563, 138, 1577)
role-label: அமைப்பாளர் : (427, 1864, 506, 1878)
member-details: (1) ரா.ராஜேஷ், மாரியம்மன் கோயில் தெரு, சேஷங்கனூர், கண்டமங்கலம், விழுப்புரம். (788, 1989, 1117, 2021)
member-details: ம.அன்வின், புது குடியிருப்பு, பெரிய பாபு சமுத்திரம், கண்டமங்கலம், விழுப்புரம். (1149, 2107, 1445, 2139)
member-entry (1149, 125, 1482, 199)
member-details: (1) கு.பரணிதரன், மாரியம்மன் கோயில் தெரு, சேஷங்கனூர், கண்டமங்கலம், விழுப்புரம். (2) ச.கந்தவேல், மாரியம்மன் கோயில் தெரு, சேஷங்கனூர், கண்டமங்கலம், விழுப்புரம். (788, 2108, 1100, 2177)
member-entry (1149, 1996, 1482, 2069)
booth-organizers-heading: பாக அமைப்பாளர்கள் : (891, 595, 1016, 610)
member-details: (1) ரா.புகழேன்வரன், பிரதான சாலை, முட்ராம்பட்டு, கண்டமங்கலம், விழுப்புரம். (2) சீ.கருணாகரன், பிரதான சாலை, முட்ராம்பட்டு, கண்டமங்கலம், விழுப்புரம். (1149, 1042, 1479, 1092)
member-entry (66, 1180, 397, 1253)
role-label: அமைப்பாளர் : (427, 1689, 506, 1703)
member-details: கா.ரத்தினவேல், மாரியம்மன் கோயில் தெரு, பொன்னம்பூண்டி, விழுப்புரம். (66, 1839, 373, 1871)
member-entry (1149, 691, 1482, 801)
booth-details: தெ.சந்துரு, திரௌபதி அம்மன் கோயில் தெரு, பொம்பூர், விழுப்புரம். (155, 1483, 391, 1515)
role-label: துணை அமைப்பாளர்கள் : (1149, 1588, 1284, 1602)
role-label: அமைப்பாளர் : (788, 1127, 868, 1141)
member-details: (1) த.கிருஷ்ணன், கண்டமங்கலம் சாலை, பக்கிரிப்பாளையம், கண்டமங்கலம், விழுப்புரம். (2) வி.ராமன், சின்னத்தோப்பு, பக்கிரிப்பாளையம், கண்ட மங்கலம், விழுப்புரம். (3) வி.லட்சுமணன், சின்னத்தோப்பு, பக்கிரிப்பாளையம், கண்டமங்கலம், விழுப்புரம். (4) ரா.வசந்த ராஜா, ஊரல்மேல் தெரு, பக்கிரிப்பாளையம், கண்டமங்கலம், விழுப்புரம். (788, 458, 1110, 582)
role-label: அமைப்பாளர் : (1149, 2107, 1229, 2121)
member-entry (66, 438, 397, 493)
member-entry (427, 1330, 758, 1422)
member-details: (1) ஜெபூரீதர், 75, மாரியம்மன் கோயில் தெரு, கலித்திராம்பட்டு, கண்டமங்கலம், விழுப்புரம். (2) ஏ.சிவசுப்பிரமணியன், மாரியம்மன் கோயில் தெரு, கலித்திராம்பட்டு, கண்டமங்கலம், விழுப்புரம். (788, 824, 1118, 893)
booth-number: பாகம் – 178 : (427, 1535, 499, 1549)
member-entry (427, 2210, 758, 2246)
column-3 (774, 116, 1135, 2327)
member-details: (1) முகிலேஷ், 191, கண்டப்பசாவடி, கலித்திராம்பட்டு, கண்டமங்கலம், விழுப்புரம். (2) கிபிரேவின் குமார், மாரியம்மன் கோயில் தெரு, கலித்திராம்பட்டு, கண்டமங்கலம், விழுப்புரம். (788, 1174, 1115, 1242)
member-details: (1) மு.ஜெயசூரியா, 534, ஏழை மாரியம்மன் கோயில் தெரு, திருவக்கரை, விழுப்புரம். (2) செ.தயக்குமார், 501, மாரியம்மன் கோயில் தெரு, பழைய ஆதி திராவிடர் குடியிருப்பு, திருவக்கரை, விழுப்புரம். (3) மு.மாதேஷ், 138, பழைய ஆதி திராவிடர் குடியிருப்பு, திருவக்கரை, விழுப்புரம். (427, 982, 756, 1088)
member-entry (788, 2059, 1119, 2096)
booth-entry (66, 1032, 397, 1068)
booth-entry (1149, 467, 1482, 520)
member-details: (1) ப.ஜெய்சிமாமணி, 569, மாதா கோயில் தெரு, இருதய நகர், திருவக்கரை, விழுப்புரம். (2) செ.பால்சன், 556, மாதா கோயில் தெரு, இருதய நகர், திருவக்கரை, விழுப்புரம். (3) ம.சத்யா, 567, மாதா கோயில் தெரு, இருதய நகர், திருவக்கரை, விழுப்புரம். (427, 1331, 738, 1419)
member-entry (788, 1939, 1119, 1976)
